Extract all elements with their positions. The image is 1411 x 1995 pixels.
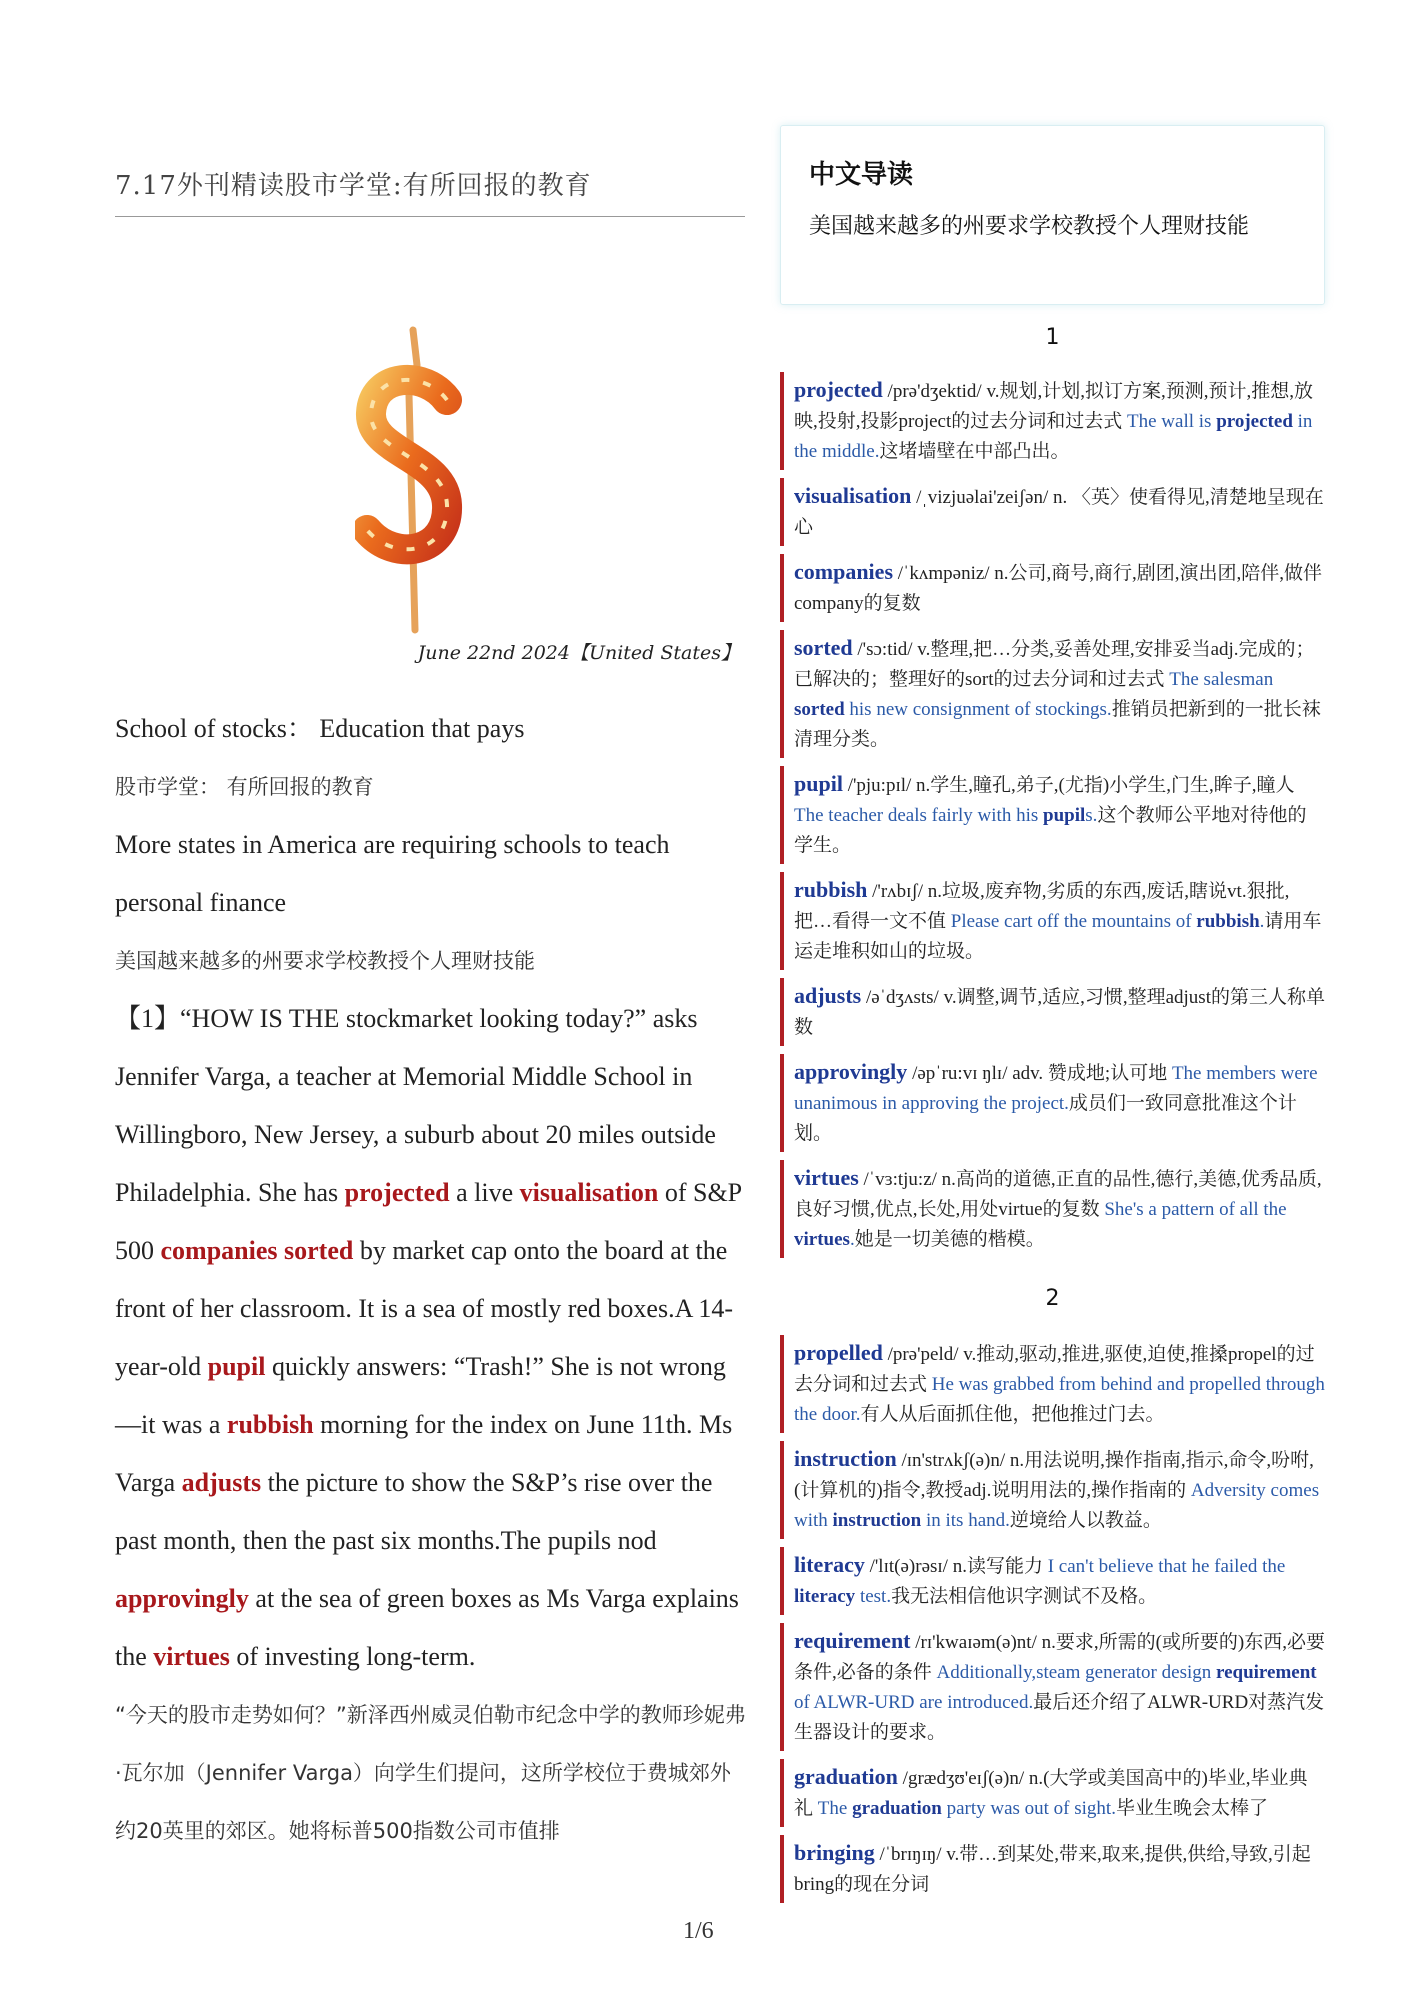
vocab-example-keyword: virtues	[794, 1229, 850, 1250]
vocab-word: sorted	[794, 635, 853, 660]
article-body	[115, 700, 750, 1860]
vocab-word: instruction	[794, 1446, 897, 1471]
vocab-translation: 我无法相信他识字测试不及格。	[891, 1586, 1158, 1607]
vocab-definition: /əpˈru:vɪ ŋlɪ/ adv. 赞成地;认可地	[907, 1063, 1172, 1084]
vocab-definition: /'rʌbɪʃ/ n.垃圾,废弃物,劣质的东西,废话,瞎说vt.狠批,把…看得一文不值	[794, 881, 1290, 932]
vocab-entry-approvingly	[780, 1054, 1325, 1152]
dollar-sign-logo-icon	[355, 325, 465, 635]
highlight-word: visualisation	[519, 1178, 659, 1207]
vocab-word: graduation	[794, 1764, 898, 1789]
vocab-definition: /ˌvizjuəlai'zeiʃən/ n. 〈英〉使看得见,清楚地呈现在心	[794, 487, 1324, 538]
vocab-example: She's a pattern of all the	[1104, 1199, 1287, 1220]
vocab-entry-sorted	[780, 630, 1325, 758]
highlight-word: companies	[160, 1236, 278, 1265]
vocab-entry-graduation	[780, 1759, 1325, 1827]
text-run: at the sea of green boxes as Ms Varga explains the	[115, 1584, 739, 1671]
text-run: of S&P 500	[115, 1178, 742, 1265]
vocab-example-keyword: rubbish	[1196, 911, 1260, 932]
vocab-entry-projected	[780, 372, 1325, 470]
vocab-definition: /ˈvɜ:tju:z/ n.高尚的道德,正直的品性,德行,美德,优秀品质,良好习惯,优点,长处,用处virtue的复数	[794, 1169, 1322, 1220]
vocab-example: The wall is	[1127, 411, 1217, 432]
vocab-entry-propelled	[780, 1335, 1325, 1433]
vocab-example-keyword: sorted	[794, 699, 845, 720]
vocab-translation: 最后还介绍了ALWR-URD对蒸汽发生器设计的要求。	[794, 1692, 1325, 1743]
vocab-example: The	[817, 1798, 853, 1819]
vocab-entry-bringing	[780, 1835, 1325, 1903]
subhead-cn: 美国越来越多的州要求学校教授个人理财技能	[115, 949, 535, 973]
highlight-word: virtues	[153, 1642, 230, 1671]
subhead-en: More states in America are requiring schools to teach personal finance	[115, 830, 670, 917]
vocab-entry-instruction	[780, 1441, 1325, 1539]
vocab-definition: /ˈbrɪŋɪŋ/ v.带…到某处,带来,取来,提供,供给,导致,引起bring的现在分词	[794, 1844, 1311, 1895]
vocab-word: requirement	[794, 1628, 911, 1653]
text-run: 【1】“HOW IS THE stockmarket looking today?” asks Jennifer Varga, a teacher at Memorial Middle School in Willingboro, New Jersey, a suburb about 20 miles outside Philadelphia. She has	[115, 1004, 716, 1207]
guide-heading: 中文导读	[809, 160, 914, 190]
vocab-entry-literacy	[780, 1547, 1325, 1615]
vocab-example: He was grabbed from behind and propelled through the door.	[794, 1374, 1325, 1425]
vocab-example: Additionally,steam generator design	[936, 1662, 1216, 1683]
paragraph-1-en	[115, 990, 750, 1686]
vocab-word: approvingly	[794, 1059, 908, 1084]
headline-cn: 股市学堂： 有所回报的教育	[115, 775, 374, 799]
highlight-word: adjusts	[181, 1468, 262, 1497]
vocab-entry-pupil	[780, 766, 1325, 864]
vocab-example-keyword: requirement	[1216, 1662, 1317, 1683]
vocab-example: The teacher deals fairly with his	[794, 805, 1044, 826]
vocab-example: The salesman	[1169, 669, 1274, 690]
section-number: 1	[1045, 325, 1060, 350]
vocab-entry-visualisation	[780, 478, 1325, 546]
vocab-example: Adversity comes with	[794, 1480, 1320, 1531]
vocab-translation: 有人从后面抓住他，把他推过门去。	[860, 1404, 1165, 1425]
headline-en: School of stocks： Education that pays	[115, 714, 525, 743]
vocab-example-keyword: projected	[1216, 411, 1293, 432]
vocab-translation: 这个教师公平地对待他的学生。	[794, 805, 1307, 856]
highlight-word: pupil	[207, 1352, 266, 1381]
page-number: 1/6	[683, 1918, 714, 1944]
vocab-word: companies	[794, 559, 893, 584]
vocab-word: bringing	[794, 1840, 875, 1865]
vocab-example-keyword: graduation	[852, 1798, 942, 1819]
vocab-entry-requirement	[780, 1623, 1325, 1751]
document-title: 7.17外刊精读股市学堂:有所回报的教育	[115, 165, 745, 217]
vocab-entry-rubbish	[780, 872, 1325, 970]
dateline: June 22nd 2024【United States】	[417, 642, 740, 664]
vocab-word: rubbish	[794, 877, 868, 902]
vocab-example: party was out of sight.	[941, 1798, 1116, 1819]
title-block	[115, 165, 745, 217]
vocab-definition: /ɪn'strʌkʃ(ə)n/ n.用法说明,操作指南,指示,命令,吩咐,(计算机的)指令,教授adj.说明用法的,操作指南的	[794, 1450, 1314, 1501]
vocab-example: in its hand.	[921, 1510, 1010, 1531]
vocab-definition: /grædʒʊ'eɪʃ(ə)n/ n.(大学或美国高中的)毕业,毕业典礼	[794, 1768, 1308, 1819]
vocab-word: propelled	[794, 1340, 883, 1365]
vocab-example-keyword: instruction	[832, 1510, 922, 1531]
text-run: quickly answers: “Trash!” She is not wrong—it was a	[115, 1352, 726, 1439]
chinese-guide-box	[780, 125, 1325, 305]
vocab-definition: /'sɔ:tid/ v.整理,把…分类,妥善处理,安排妥当adj.完成的；已解决的；整理好的sort的过去分词和过去式	[794, 639, 1315, 690]
highlight-word: rubbish	[226, 1410, 314, 1439]
text-run: of investing long-term.	[229, 1642, 476, 1671]
highlight-word: projected	[344, 1178, 450, 1207]
vocab-example: of ALWR-URD are introduced.	[794, 1692, 1034, 1713]
text-run: the picture to show the S&P’s rise over the past month, then the past six months.The pupils nod	[115, 1468, 713, 1555]
vocab-entry-companies	[780, 554, 1325, 622]
vocab-example: .	[849, 1229, 855, 1250]
text-run: morning for the index on June 11th. Ms Varga	[115, 1410, 733, 1497]
vocab-word: projected	[794, 377, 883, 402]
vocab-translation: 推销员把新到的一批长袜清理分类。	[794, 699, 1321, 750]
sidebar	[780, 125, 1325, 1911]
text-run: by market cap onto the board at the front of her classroom. It is a sea of mostly red boxes.A 14-year-old	[115, 1236, 734, 1381]
section-number: 2	[1045, 1286, 1060, 1311]
vocab-translation: 请用车运走堆积如山的垃圾。	[794, 911, 1322, 962]
vocab-translation: 毕业生晚会太棒了	[1115, 1798, 1268, 1819]
vocab-definition: /əˈdʒʌsts/ v.调整,调节,适应,习惯,整理adjust的第三人称单数	[794, 987, 1325, 1038]
text-run: a live	[449, 1178, 520, 1207]
vocab-example: .	[1259, 911, 1265, 932]
vocab-entry-adjusts	[780, 978, 1325, 1046]
vocab-definition: /'lɪt(ə)rəsɪ/ n.读写能力	[864, 1556, 1048, 1577]
vocab-definition: /ˈkʌmpəniz/ n.公司,商号,商行,剧团,演出团,陪伴,做伴company的复数	[794, 563, 1323, 614]
vocab-word: adjusts	[794, 983, 862, 1008]
vocab-word: literacy	[794, 1552, 865, 1577]
vocab-translation: 她是一切美德的楷模。	[854, 1229, 1045, 1250]
vocab-definition: /'pju:pɪl/ n.学生,瞳孔,弟子,(尤指)小学生,门生,眸子,瞳人	[842, 775, 1295, 796]
vocab-translation: 成员们一致同意批准这个计划。	[794, 1093, 1297, 1144]
vocab-word: pupil	[794, 771, 843, 796]
vocab-word: visualisation	[794, 483, 912, 508]
vocab-sections	[780, 325, 1325, 1903]
vocab-translation: 逆境给人以教益。	[1009, 1510, 1162, 1531]
vocab-entry-virtues	[780, 1160, 1325, 1258]
vocab-translation: 这堵墙壁在中部凸出。	[879, 441, 1070, 462]
vocab-example: I can't believe that he failed the	[1047, 1556, 1286, 1577]
vocab-definition: /prə'dʒektid/ v.规划,计划,拟订方案,预测,预计,推想,放映,投射,投影project的过去分词和过去式	[794, 381, 1313, 432]
highlight-word: sorted	[284, 1236, 354, 1265]
vocab-example: The members were unanimous in approving the project.	[794, 1063, 1318, 1114]
vocab-example: in the middle.	[794, 411, 1313, 462]
vocab-example-keyword: literacy	[794, 1586, 856, 1607]
highlight-word: approvingly	[115, 1584, 249, 1613]
vocab-definition: /rɪ'kwaɪəm(ə)nt/ n.要求,所需的(或所要的)东西,必要条件,必备的条件	[794, 1632, 1326, 1683]
vocab-example: Please cart off the mountains of	[950, 911, 1197, 932]
vocab-example: his new consignment of stockings.	[844, 699, 1112, 720]
paragraph-1-cn: “今天的股市走势如何？”新泽西州威灵伯勒市纪念中学的教师珍妮弗·瓦尔加（Jennifer Varga）向学生们提问，这所学校位于费城郊外约20英里的郊区。她将标普500指数公司市值排	[115, 1703, 746, 1843]
vocab-example: s.	[1085, 805, 1098, 826]
vocab-example-keyword: pupil	[1043, 805, 1086, 826]
vocab-definition: /prə'peld/ v.推动,驱动,推进,驱使,迫使,推搡propel的过去分词和过去式	[794, 1344, 1315, 1395]
vocab-word: virtues	[794, 1165, 859, 1190]
guide-text: 美国越来越多的州要求学校教授个人理财技能	[809, 214, 1250, 239]
vocab-example: test.	[855, 1586, 892, 1607]
